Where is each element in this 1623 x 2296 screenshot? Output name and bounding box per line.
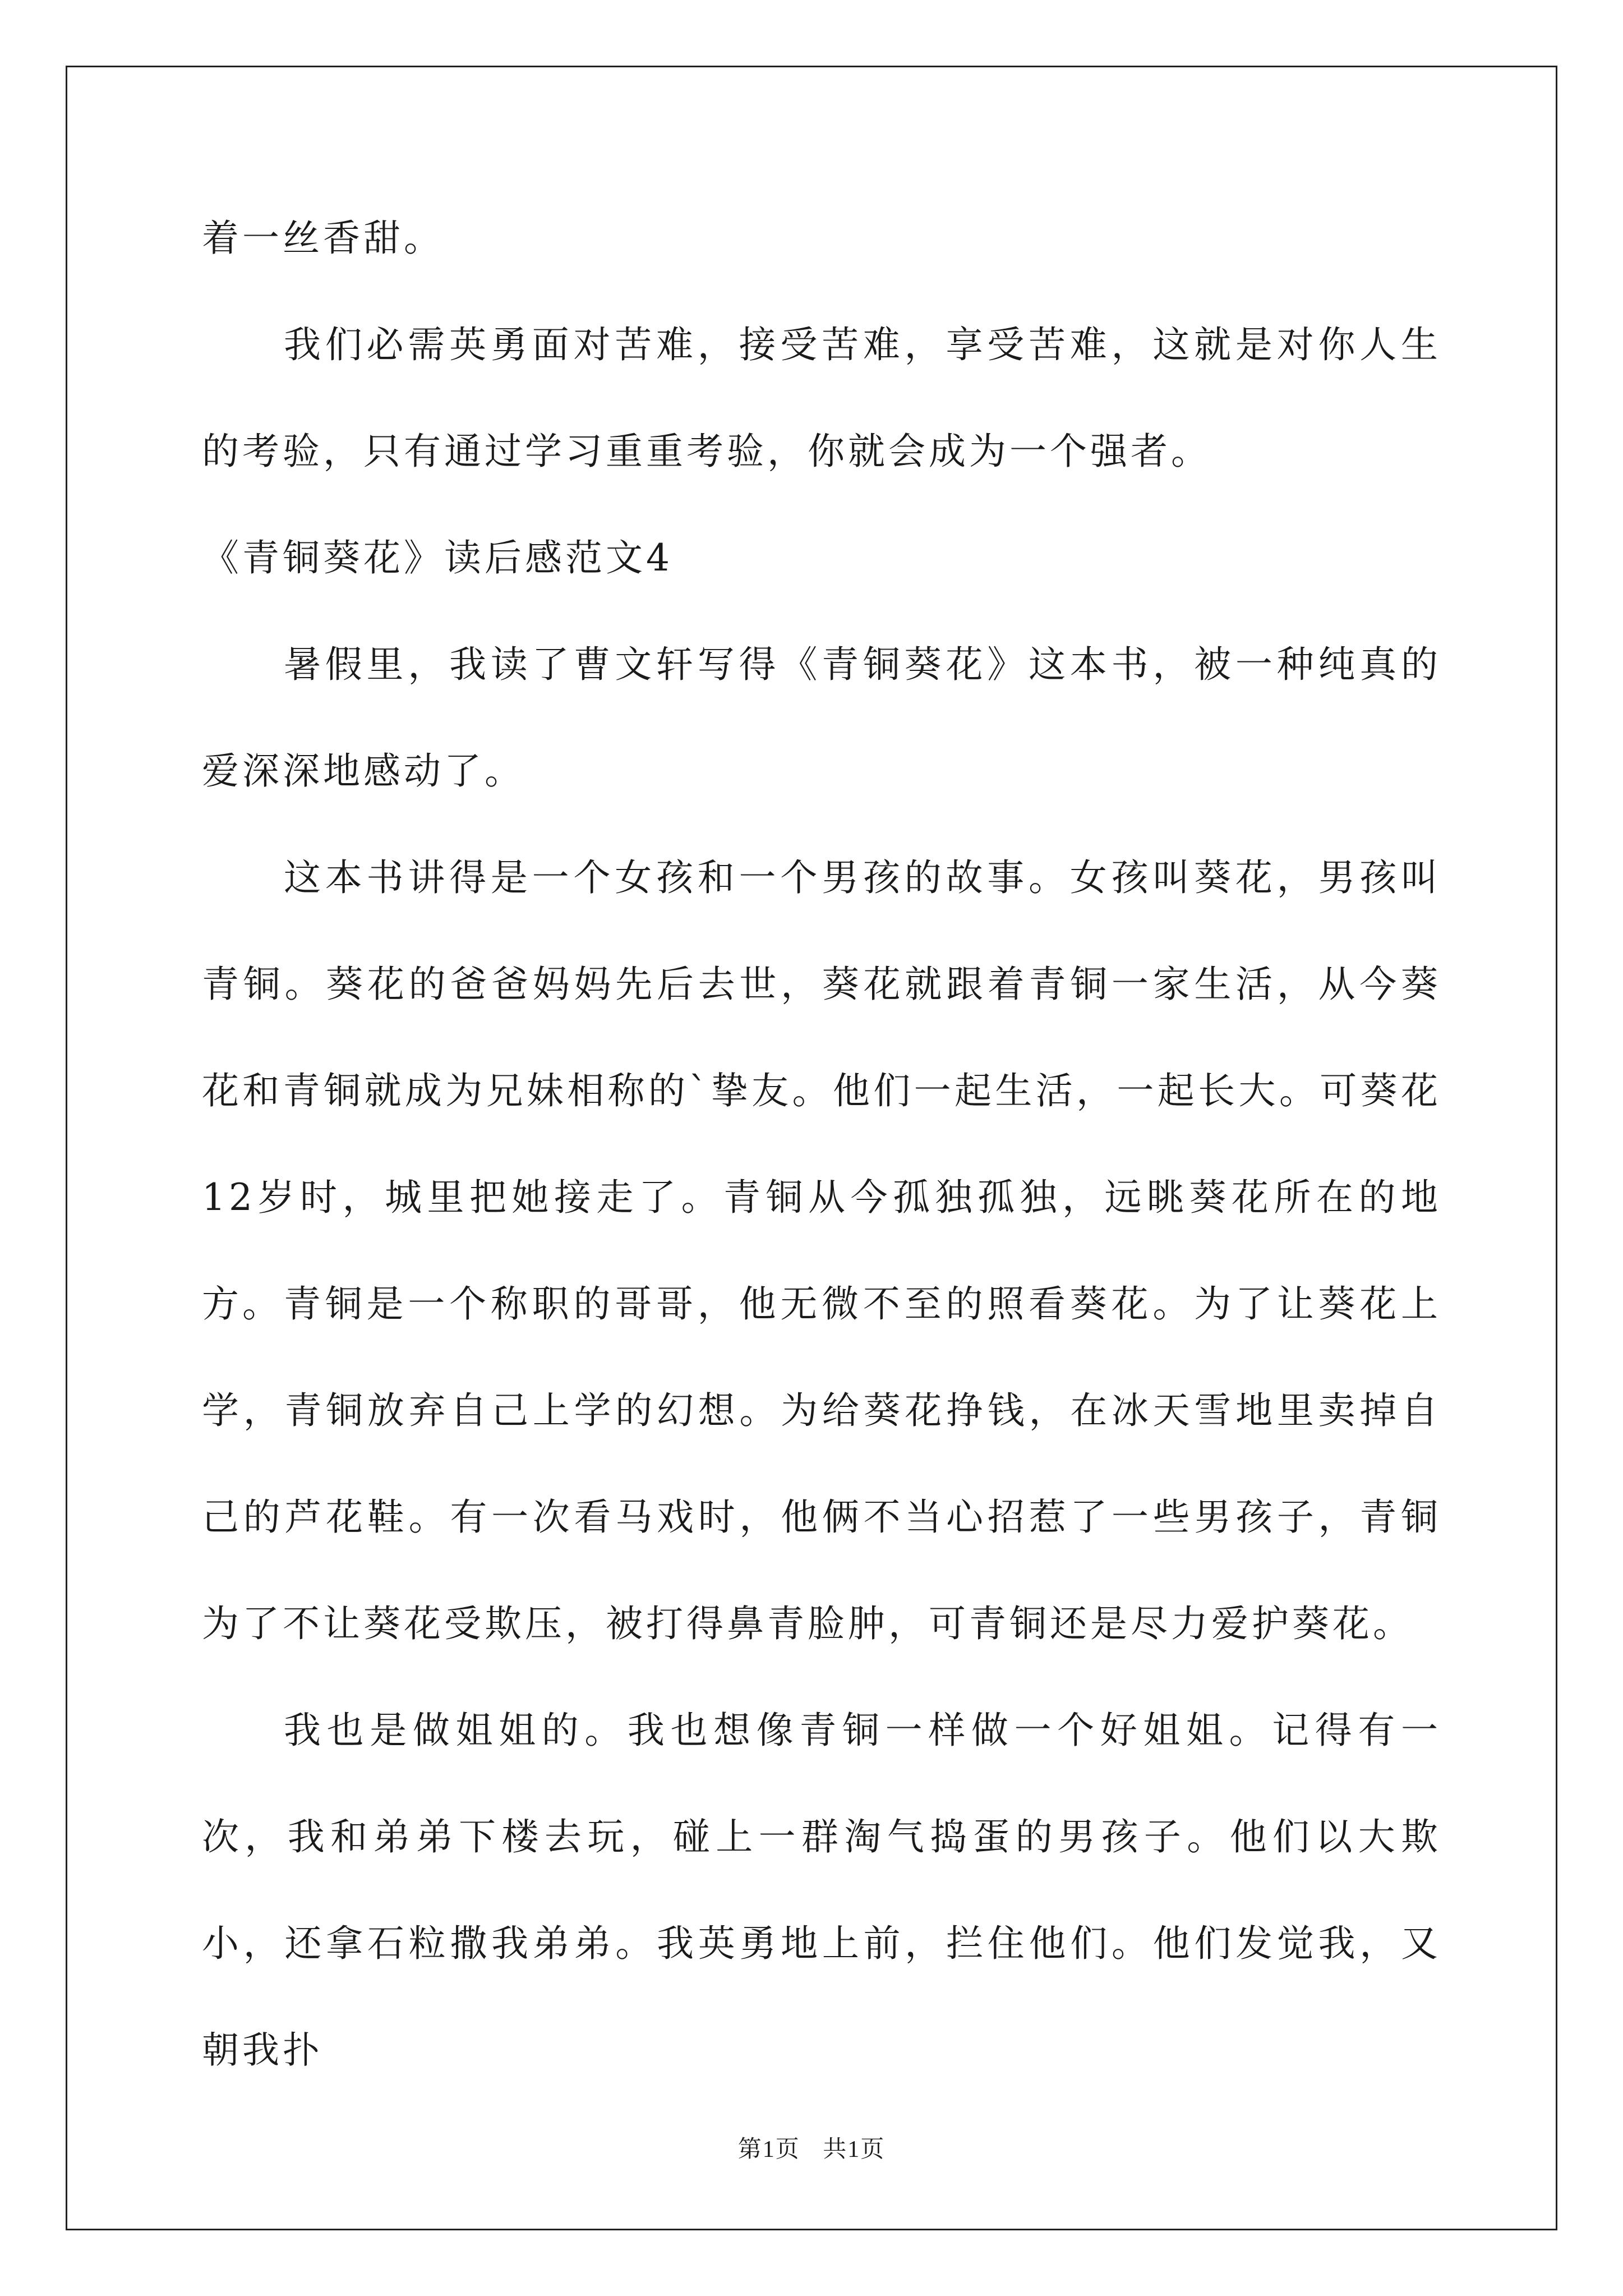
section-heading: 《青铜葵花》读后感范文4 [202, 536, 673, 579]
paragraph-courage: 我们必需英勇面对苦难，接受苦难，享受苦难，这就是对你人生的考验，只有通过学习重重考验，你就会成为一个强者。 [202, 323, 1441, 473]
page-total: 共1页 [823, 2137, 886, 2162]
page-footer [0, 2131, 1623, 2164]
paragraph-sister: 我也是做姐姐的。我也想像青铜一样做一个好姐姐。记得有一次，我和弟弟下楼去玩，碰上一群淘气捣蛋的男孩子。他们以大欺小，还拿石粒撒我弟弟。我英勇地上前，拦住他们。他们发觉我，又朝我扑 [202, 1709, 1441, 2072]
paragraph-intro: 暑假里，我读了曹文轩写得《青铜葵花》这本书，被一种纯真的爱深深地感动了。 [202, 643, 1441, 793]
page-number: 第1页 [737, 2137, 800, 2162]
paragraph-story: 这本书讲得是一个女孩和一个男孩的故事。女孩叫葵花，男孩叫青铜。葵花的爸爸妈妈先后去世，葵花就跟着青铜一家生活，从今葵花和青铜就成为兄妹相称的`挚友。他们一起生活，一起长大。可葵花12岁时，城里把她接走了。青铜从今孤独孤独，远眺葵花所在的地方。 [202, 856, 1441, 1326]
paragraph-brother: 青铜是一个称职的哥哥，他无微不至的照看葵花。为了让葵花上学，青铜放弃自己上学的幻想。为给葵花挣钱，在冰天雪地里卖掉自己的芦花鞋。有一次看马戏时，他俩不当心招惹了一些男孩子，青铜为了不让葵花受欺压，被打得鼻青脸肿，可青铜还是尽力爱护葵花。 [202, 1282, 1441, 1645]
paragraph-continuation: 着一丝香甜。 [202, 217, 444, 260]
